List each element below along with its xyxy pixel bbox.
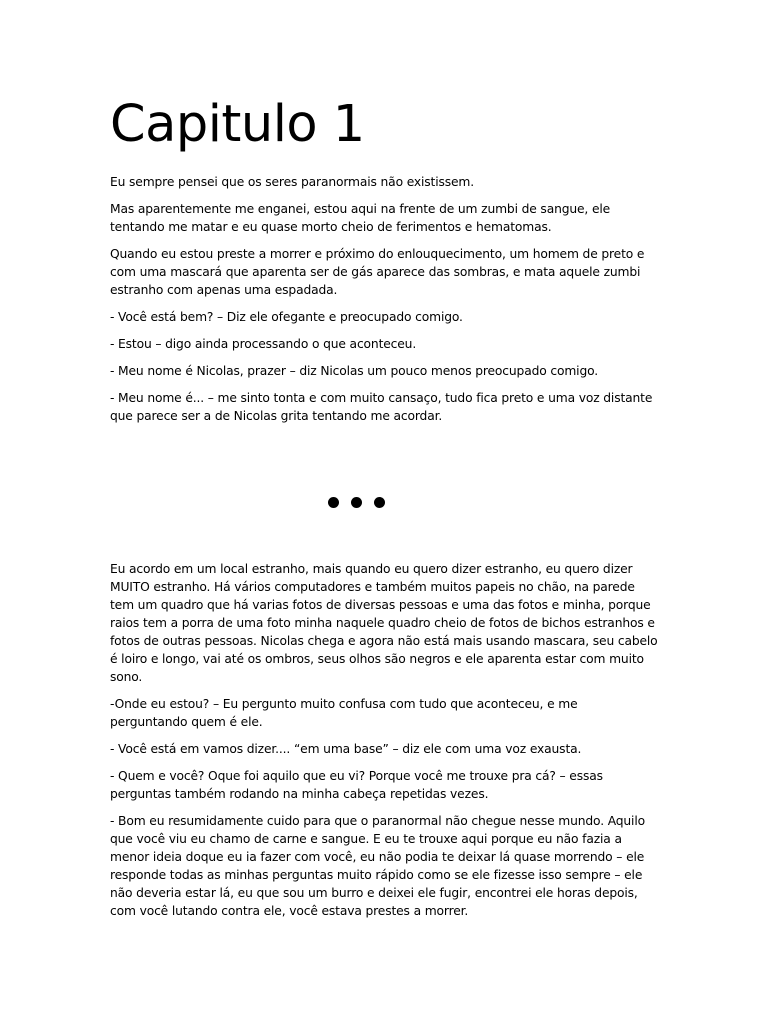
ellipsis-dots-icon <box>322 495 391 513</box>
paragraph: - Você está em vamos dizer.... “em uma base” – diz ele com uma voz exausta. <box>110 742 582 756</box>
paragraph: - Quem e você? Oque foi aquilo que eu vi? Porque você me trouxe pra cá? – essas perguntas também rodando na minha cabeça repetidas vezes. <box>110 769 603 801</box>
paragraph: - Você está bem? – Diz ele ofegante e preocupado comigo. <box>110 310 463 324</box>
paragraph: - Estou – digo ainda processando o que aconteceu. <box>110 337 417 351</box>
paragraph: Eu acordo em um local estranho, mais quando eu quero dizer estranho, eu quero dizer MUITO estranho. Há vários computadores e também muitos papeis no chão, na parede tem um quadro que há varias fotos de diversas pessoas e uma das fotos e minha, porque raios tem a porra de uma foto minha naquele quadro cheio de fotos de bichos estranhos e fotos de outras pessoas. Nicolas chega e agora não está mais usando mascara, seu cabelo é loiro e longo, vai até os ombros, seus olhos são negros e ele aparenta estar com muito sono. <box>110 562 658 684</box>
section-two <box>110 560 658 929</box>
paragraph: Quando eu estou preste a morrer e próximo do enlouquecimento, um homem de preto e com uma mascará que aparenta ser de gás aparece das sombras, e mata aquele zumbi estranho com apenas uma espadada. <box>110 247 645 297</box>
paragraph: Mas aparentemente me enganei, estou aqui na frente de um zumbi de sangue, ele tentando me matar e eu quase morto cheio de ferimentos e hematomas. <box>110 202 611 234</box>
dot <box>374 497 385 508</box>
paragraph: - Bom eu resumidamente cuido para que o paranormal não chegue nesse mundo. Aquilo que você viu eu chamo de carne e sangue. E eu te trouxe aqui porque eu não fazia a menor ideia doque eu ia fazer com você, eu não podia te deixar lá quase morrendo – ele responde todas as minhas perguntas muito rápido como se ele fizesse isso sempre – ele não deveria estar lá, eu que sou um burro e deixei ele fugir, encontrei ele horas depois, com você lutando contra ele, você estava prestes a morrer. <box>110 814 645 918</box>
paragraph: - Meu nome é Nicolas, prazer – diz Nicolas um pouco menos preocupado comigo. <box>110 364 599 378</box>
paragraph: -Onde eu estou? – Eu pergunto muito confusa com tudo que aconteceu, e me perguntando quem é ele. <box>110 697 578 729</box>
chapter-title: Capitulo 1 <box>110 95 365 154</box>
section-one <box>110 173 658 425</box>
paragraph: Eu sempre pensei que os seres paranormais não existissem. <box>110 175 475 189</box>
dot <box>328 497 339 508</box>
dot <box>351 497 362 508</box>
document-page <box>110 95 658 918</box>
section-separator <box>110 495 658 535</box>
paragraph: - Meu nome é... – me sinto tonta e com muito cansaço, tudo fica preto e uma voz distante que parece ser a de Nicolas grita tentando me acordar. <box>110 391 653 423</box>
